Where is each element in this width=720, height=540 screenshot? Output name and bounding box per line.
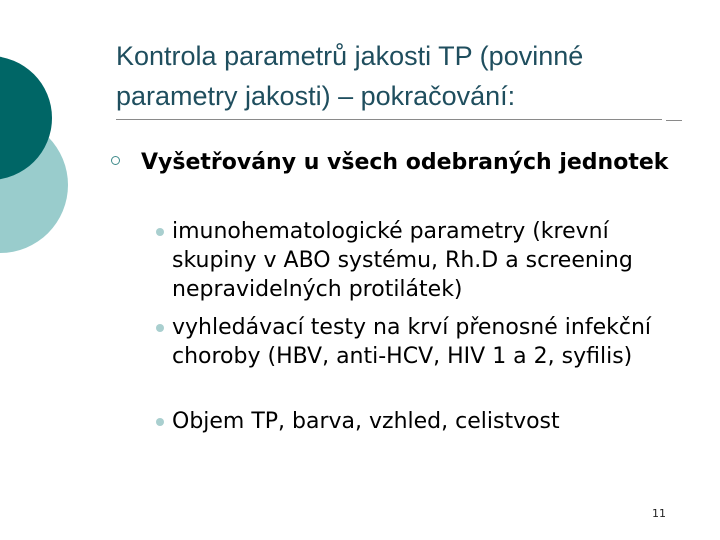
sub-bullet-1 [172,217,682,304]
sub-bullet-text: Objem TP, barva, vzhled, celistvost [172,409,560,434]
slide-title: Kontrola parametrů jakosti TP (povinné parametry jakosti) – pokračování: [116,41,584,111]
dot-bullet-icon [156,418,164,426]
title-divider-tail [666,120,682,121]
page-number: 11 [652,507,666,520]
sub-bullet-3 [172,407,682,436]
title-divider [116,119,662,120]
main-bullet [141,148,701,178]
sub-bullet-text: imunohematologické parametry (krevní skupiny v ABO systému, Rh.D a screening nepravidelných protilátek) [172,219,633,302]
hollow-bullet-icon [111,156,120,165]
sub-bullet-2 [172,313,682,371]
dot-bullet-icon [156,228,164,236]
main-bullet-text: Vyšetřovány u všech odebraných jednotek [141,150,669,175]
sub-bullet-text: vyhledávací testy na krví přenosné infekční choroby (HBV, anti-HCV, HIV 1 a 2, syfilis) [172,315,651,369]
dot-bullet-icon [156,324,164,332]
decorative-circles [0,0,120,300]
